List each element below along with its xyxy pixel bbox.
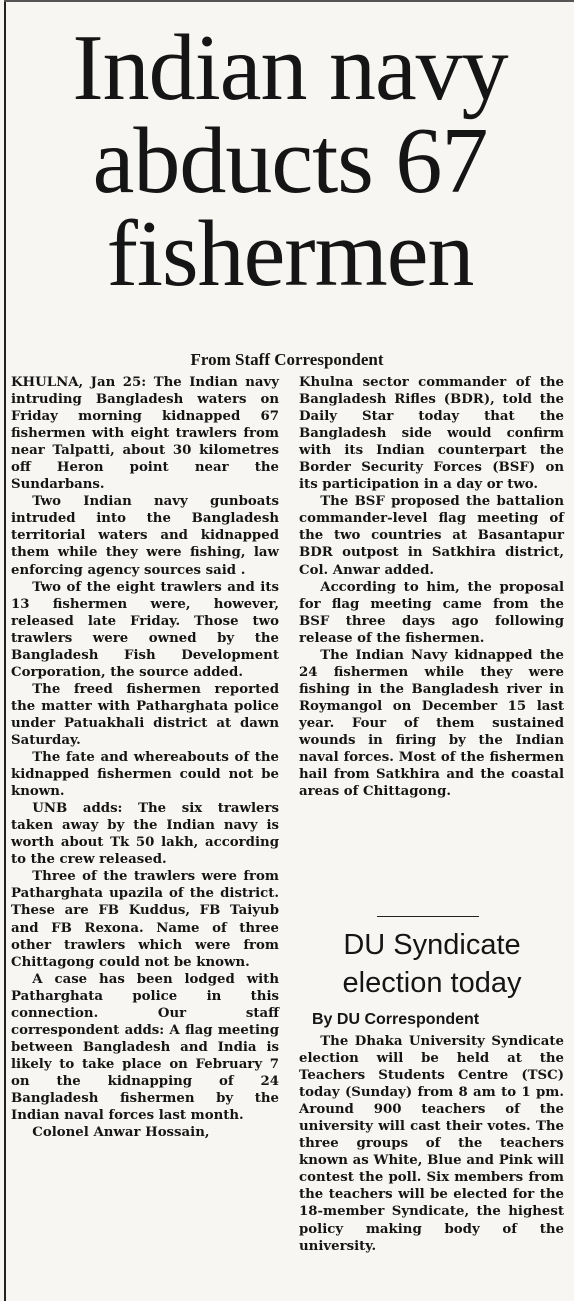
page-edge-top	[4, 0, 574, 2]
main-paragraph: Colonel Anwar Hossain,	[32, 1125, 210, 1141]
main-paragraph: The Indian Navy kidnapped the 24 fishermen while they were fishing in the Bangladesh river in Roymangol on December 15 last year. Four of them sustained wounds in firing by the Indian naval forces. Most of the fishermen hail from Satkhira and the coastal areas of Chittagong.	[299, 647, 564, 800]
second-byline: By DU Correspondent	[312, 1011, 480, 1028]
story-divider	[377, 916, 479, 917]
main-story-right-column	[299, 374, 564, 800]
second-story-column	[299, 1033, 564, 1255]
main-paragraph: Two Indian navy gunboats intruded into the Bangladesh territorial waters and kidnapped them while they were fishing, law enforcing agency sources said .	[11, 494, 279, 578]
main-paragraph-1	[11, 374, 279, 493]
main-paragraph: The freed fishermen reported the matter with Patharghata police under Patuakhali district at dawn Saturday.	[11, 681, 279, 748]
main-paragraph: Three of the trawlers were from Patharghata upazila of the district. These are FB Kuddus, FB Taiyub and FB Rexona. Name of three other trawlers which were from Chittagong could not be known.	[11, 869, 279, 970]
main-byline: From Staff Correspondent	[190, 350, 384, 369]
main-paragraph-1-text: The Indian navy intruding Bangladesh waters on Friday morning kidnapped 67 fishermen with eight trawlers from near Talpatti, about 30 kilometres off Heron point near the Sundarbans.	[11, 375, 279, 493]
main-paragraph: UNB adds: The six trawlers taken away by the Indian navy is worth about Tk 50 lakh, according to the crew released.	[11, 801, 279, 868]
main-story-left-column	[11, 374, 279, 1141]
main-paragraph: A case has been lodged with Patharghata police in this connection. Our staff correspondent adds: A flag meeting between Bangladesh and India is likely to take place on February 7 on the kidnapping of 24 Bangladesh fishermen by the Indian naval forces last month.	[11, 971, 279, 1124]
second-paragraph: The Dhaka University Syndicate election will be held at the Teachers Students Centre (TSC) today (Sunday) from 8 am to 1 pm. Around 900 teachers of the university will cast their votes. The three groups of the teachers known as White, Blue and Pink will contest the poll. Six members from the teachers will be elected for the 18-member Syndicate, the highest policy making body of the university.	[299, 1034, 564, 1254]
main-paragraph: The BSF proposed the battalion commander-level flag meeting of the two countries at Basantapur BDR outpost in Satkhira district, Col. Anwar added.	[299, 494, 564, 578]
column-rule-left	[4, 0, 6, 1301]
main-headline: Indian navy abducts 67 fishermen	[72, 16, 508, 306]
dateline: KHULNA, Jan 25:	[11, 375, 147, 390]
main-paragraph: The fate and whereabouts of the kidnapped fishermen could not be known.	[11, 750, 279, 800]
main-paragraph: According to him, the proposal for flag meeting came from the BSF three days ago following release of the fishermen.	[299, 579, 564, 646]
main-paragraph: Two of the eight trawlers and its 13 fishermen were, however, released late Friday. Those two trawlers were owned by the Bangladesh Fish Development Corporation, the source added.	[11, 579, 279, 680]
main-paragraph-continued: Khulna sector commander of the Bangladesh Rifles (BDR), told the Daily Star today that the Bangladesh side would confirm with its Indian counterpart the Border Security Forces (BSF) on its participation in a day or two.	[299, 375, 564, 493]
second-headline: DU Syndicate election today	[342, 929, 522, 999]
